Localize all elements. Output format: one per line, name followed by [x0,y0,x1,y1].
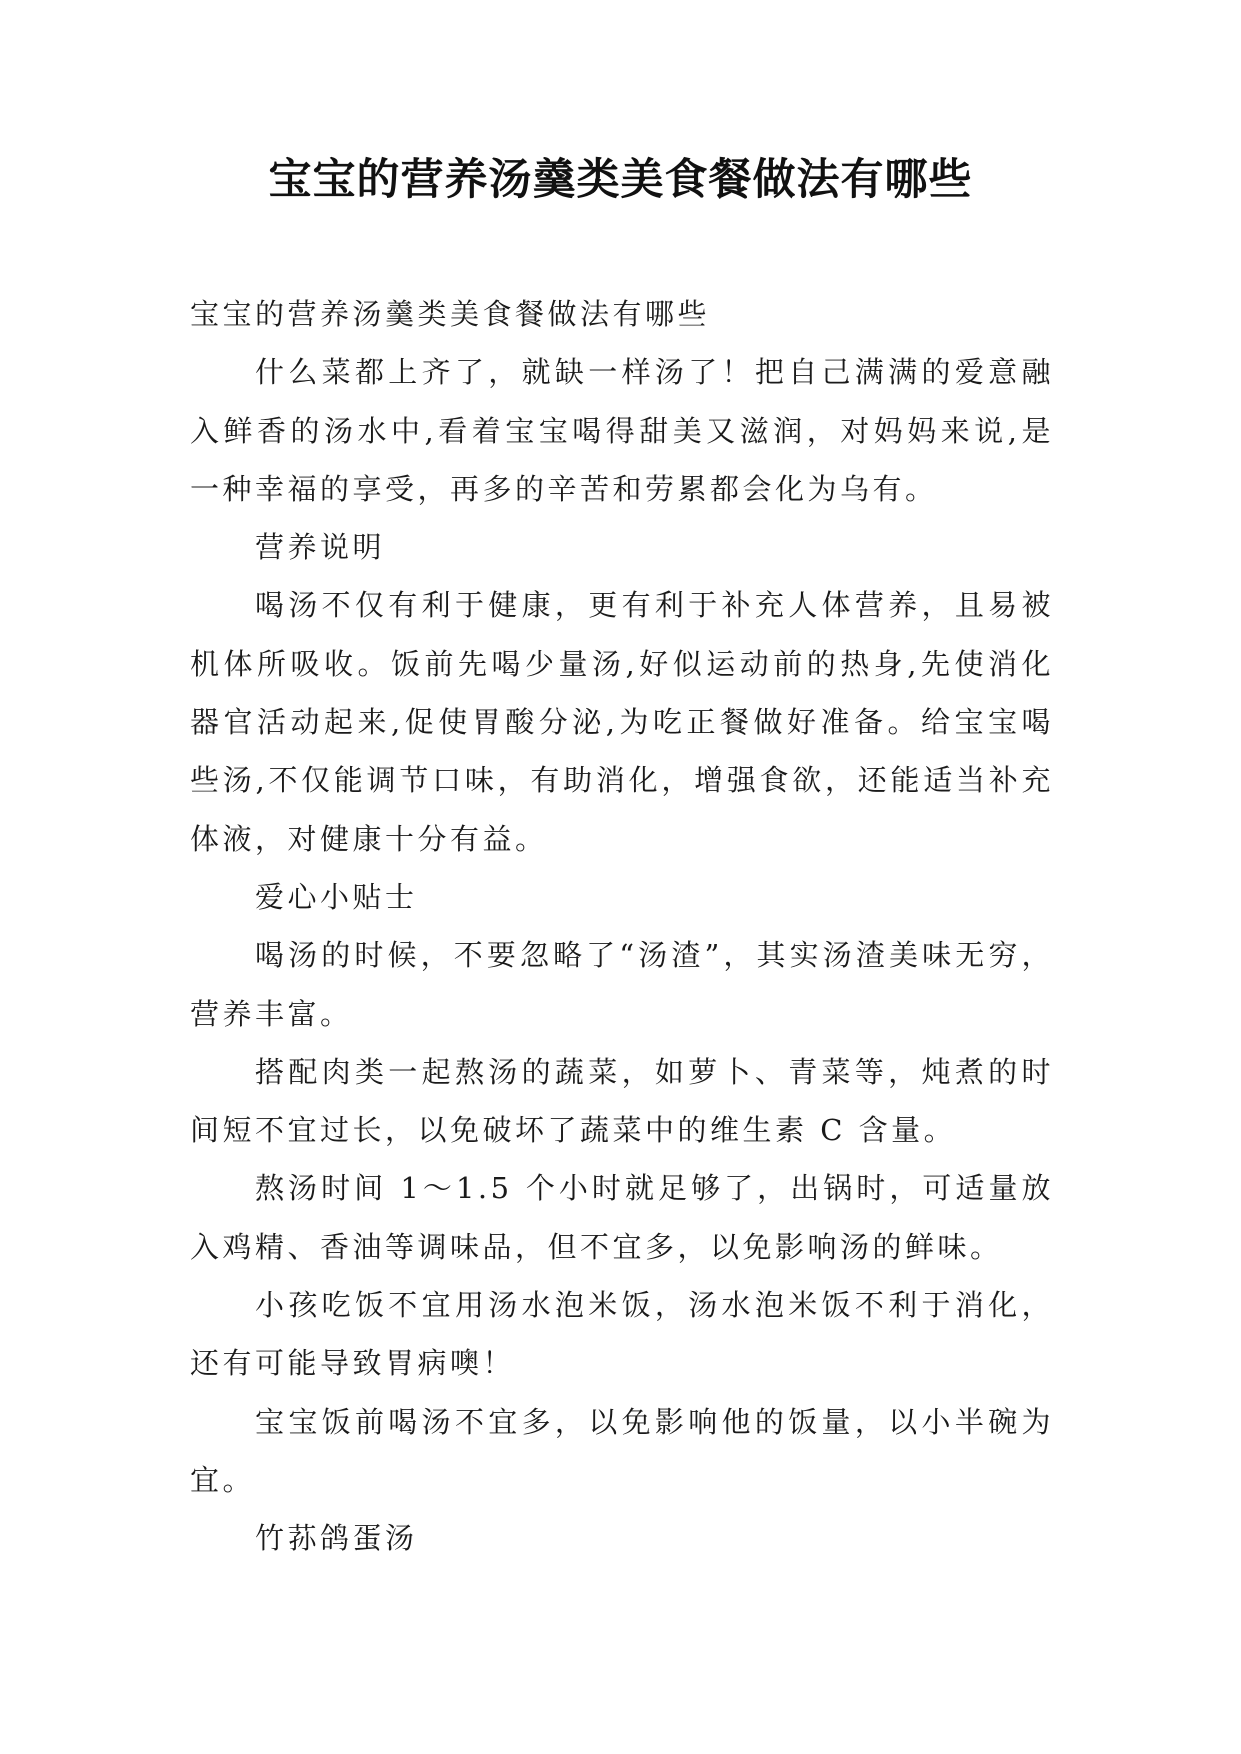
tip-paragraph: 小孩吃饭不宜用汤水泡米饭，汤水泡米饭不利于消化，还有可能导致胃病噢！ [190,1288,1054,1381]
document-title: 宝宝的营养汤羹类美食餐做法有哪些 [268,155,973,205]
nutrition-paragraph: 喝汤不仅有利于健康，更有利于补充人体营养，且易被机体所吸收。饭前先喝少量汤,好似运动前的热身,先使消化器官活动起来,促使胃酸分泌,为吃正餐做好准备。给宝宝喝些汤,不仅能调节口味，有助消化，增强食欲，还能适当补充体液，对健康十分有益。 [190,588,1054,856]
tip-paragraph: 搭配肉类一起熬汤的蔬菜，如萝卜、青菜等，炖煮的时间短不宜过长，以免破坏了蔬菜中的维生素 C 含量。 [190,1054,1054,1148]
tip-paragraph: 熬汤时间 1～1.5 个小时就足够了，出锅时，可适量放入鸡精、香油等调味品，但不宜多，以免影响汤的鲜味。 [190,1171,1054,1264]
tip-paragraph: 宝宝饭前喝汤不宜多，以免影响他的饭量，以小半碗为宜。 [190,1404,1054,1497]
intro-paragraph: 什么菜都上齐了，就缺一样汤了！把自己满满的爱意融入鲜香的汤水中,看着宝宝喝得甜美又滋润，对妈妈来说,是一种幸福的享受，再多的辛苦和劳累都会化为乌有。 [190,355,1054,506]
document-body [190,285,1054,1568]
section-heading-tips: 爱心小贴士 [255,879,418,914]
section-heading-recipe: 竹荪鸽蛋汤 [255,1521,418,1556]
section-heading-nutrition: 营养说明 [255,530,386,565]
tip-paragraph: 喝汤的时候，不要忽略了“汤渣”，其实汤渣美味无穷，营养丰富。 [190,938,1054,1031]
subtitle-paragraph: 宝宝的营养汤羹类美食餐做法有哪些 [190,297,711,331]
